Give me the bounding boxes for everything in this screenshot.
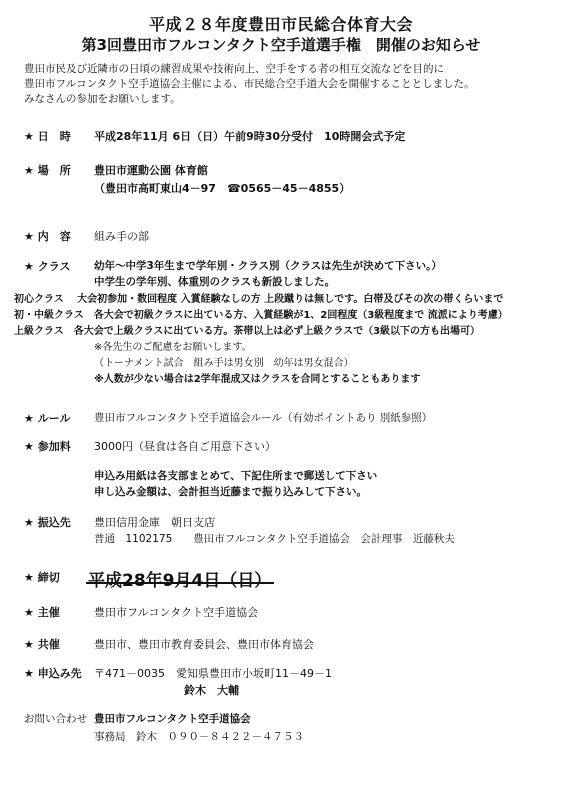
organizer-value: 豊田市フルコンタクト空手道協会 xyxy=(94,606,259,619)
apply-name: 鈴木 大輔 xyxy=(184,684,239,697)
bank-value: 豊田信用金庫 朝日支店 xyxy=(94,516,215,529)
content-label: ★ 内 容 xyxy=(24,230,71,243)
venue-address: （豊田市高町東山4－97 ☎0565－45－4855） xyxy=(94,182,351,195)
intro-line: みなさんの参加をお願いします。 xyxy=(24,93,181,105)
cosponsor-label: ★ 共催 xyxy=(24,638,60,651)
deadline-label: ★ 締切 xyxy=(24,571,60,584)
venue-value: 豊田市運動公園 体育館 xyxy=(94,164,208,177)
class-intermediate: 初・中級クラス 各大会で初級クラスに出ている方、入賞経験が1、2回程度（3級程度まで 流派により考慮） xyxy=(14,310,508,321)
intro-line: 豊田市民及び近隣市の日頃の練習成果や技術向上、空手をする者の相互交流などを目的に xyxy=(24,63,444,75)
contact-office: 事務局 鈴木 ０９０－８４２２－４７５３ xyxy=(94,731,304,743)
class-advanced: 上級クラス 各大会で上級クラスに出ている方。茶帯以上は必ず上級クラスで（3級以下の方も出場可） xyxy=(14,326,481,337)
contact-value: 豊田市フルコンタクト空手道協会 xyxy=(94,713,251,725)
date-value: 平成28年11月 6日（日）午前9時30分受付 10時開会式予定 xyxy=(94,130,406,143)
deadline-value: 平成28年9月4日（日） xyxy=(88,571,272,591)
venue-label: ★ 場 所 xyxy=(24,164,71,177)
cosponsor-value: 豊田市、豊田市教育委員会、豊田市体育協会 xyxy=(94,638,314,651)
class-note-2: （トーナメント試合 組み手は男女別 幼年は男女混合） xyxy=(94,358,354,369)
bank-label: ★ 振込先 xyxy=(24,516,71,529)
class-note-3: ※人数が少ない場合は2学年混成又はクラスを合同とすることもあります xyxy=(94,374,421,385)
fee-value: 3000円（昼食は各自ご用意下さい） xyxy=(94,440,276,453)
class-line-2: 中学生の学年別、体重別のクラスも新設しました。 xyxy=(94,276,336,288)
apply-label: ★ 申込み先 xyxy=(24,667,82,680)
class-label: ★ クラス xyxy=(24,260,71,273)
content-value: 組み手の部 xyxy=(94,230,149,243)
page-title: 平成２８年度豊田市民総合体育大会 xyxy=(148,15,413,34)
fee-note-1: 申込み用紙は各支部まとめて、下記住所まで郵送して下さい xyxy=(94,470,378,482)
page-subtitle: 第3回豊田市フルコンタクト空手道選手権 開催のお知らせ xyxy=(81,36,481,54)
intro-paragraph xyxy=(24,62,554,107)
contact-label: お問い合わせ xyxy=(24,713,87,725)
deadline-underline xyxy=(86,582,274,584)
intro-line: 豊田市フルコンタクト空手道協会主催による、市民総合空手道大会を開催することとしました。 xyxy=(24,78,475,90)
organizer-label: ★ 主催 xyxy=(24,606,60,619)
apply-address: 〒471－0035 愛知県豊田市小坂町11－49－1 xyxy=(94,667,332,680)
rule-label: ★ ルール xyxy=(24,412,71,425)
fee-note-2: 申し込み金額は、会計担当近藤まで振り込みして下さい。 xyxy=(94,486,367,498)
fee-label: ★ 参加料 xyxy=(24,440,71,453)
class-beginner: 初心クラス 大会初参加・数回程度 入賞経験なしの方 上段蹴りは無しです。白帯及びその次の帯くらいまで xyxy=(14,294,504,305)
bank-account: 普通 1102175 豊田市フルコンタクト空手道協会 会計理事 近藤秋夫 xyxy=(94,533,455,545)
date-label: ★ 日 時 xyxy=(24,130,71,143)
class-line-1: 幼年～中学3年生まで学年別・クラス別（クラスは先生が決めて下さい。） xyxy=(94,260,442,272)
rule-value: 豊田市フルコンタクト空手道協会ルール（有効ポイントあり 別紙参照） xyxy=(94,412,433,424)
class-note-1: ※各先生のご配慮をお願いします。 xyxy=(94,342,252,353)
